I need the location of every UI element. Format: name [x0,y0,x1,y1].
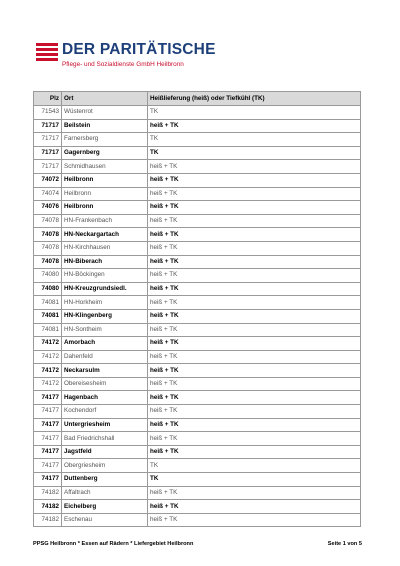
cell-lieferung: heiß + TK [148,432,361,446]
table-row [34,486,361,500]
table-row [34,350,361,364]
table-row [34,337,361,351]
cell-lieferung: heiß + TK [148,323,361,337]
cell-ort: Kochendorf [62,405,148,419]
cell-ort: Neckarsulm [62,364,148,378]
cell-plz: 74080 [34,269,62,283]
cell-ort: Wüstenrot [62,106,148,120]
cell-lieferung: heiß + TK [148,500,361,514]
cell-ort: HN-Biberach [62,255,148,269]
table-row [34,241,361,255]
cell-plz: 74177 [34,418,62,432]
table-row [34,282,361,296]
cell-ort: HN-Kreuzgrundsiedl. [62,282,148,296]
cell-lieferung: heiß + TK [148,445,361,459]
cell-ort: HN-Horkheim [62,296,148,310]
column-header-ort: Ort [62,92,148,106]
table-row [34,255,361,269]
table-row [34,106,361,120]
cell-lieferung: heiß + TK [148,282,361,296]
cell-lieferung: heiß + TK [148,255,361,269]
cell-lieferung: heiß + TK [148,119,361,133]
cell-lieferung: TK [148,459,361,473]
table-row [34,228,361,242]
cell-plz: 74078 [34,214,62,228]
footer-document-info: PPSG Heilbronn * Essen auf Rädern * Liefergebiet Heilbronn [33,541,194,547]
cell-lieferung: heiß + TK [148,241,361,255]
cell-ort: HN-Böckingen [62,269,148,283]
table-row [34,201,361,215]
cell-plz: 74182 [34,500,62,514]
table-row [34,187,361,201]
cell-lieferung: heiß + TK [148,377,361,391]
table-row [34,173,361,187]
table-row [34,513,361,527]
cell-lieferung: heiß + TK [148,350,361,364]
cell-plz: 74177 [34,473,62,487]
logo-mark-icon [36,41,58,63]
cell-lieferung: heiß + TK [148,418,361,432]
table-row [34,309,361,323]
cell-plz: 74182 [34,513,62,527]
cell-ort: Beilstein [62,119,148,133]
cell-ort: HN-Neckargartach [62,228,148,242]
table-row [34,500,361,514]
cell-ort: Heilbronn [62,201,148,215]
cell-plz: 74072 [34,173,62,187]
cell-plz: 71717 [34,146,62,160]
cell-lieferung: TK [148,146,361,160]
cell-lieferung: TK [148,133,361,147]
cell-plz: 74177 [34,432,62,446]
cell-plz: 71717 [34,133,62,147]
cell-plz: 74182 [34,486,62,500]
cell-plz: 74172 [34,337,62,351]
cell-plz: 71543 [34,106,62,120]
table-row [34,323,361,337]
cell-lieferung: TK [148,473,361,487]
cell-ort: Gagernberg [62,146,148,160]
cell-lieferung: heiß + TK [148,296,361,310]
cell-plz: 74172 [34,364,62,378]
cell-lieferung: heiß + TK [148,187,361,201]
table-row [34,418,361,432]
cell-ort: Farnersberg [62,133,148,147]
cell-ort: Jagstfeld [62,445,148,459]
cell-plz: 74172 [34,350,62,364]
cell-ort: Dahenfeld [62,350,148,364]
cell-plz: 74078 [34,255,62,269]
cell-lieferung: heiß + TK [148,269,361,283]
table-row [34,364,361,378]
cell-lieferung: heiß + TK [148,513,361,527]
footer-page-number: Seite 1 von 5 [327,541,362,547]
cell-plz: 74172 [34,377,62,391]
cell-ort: Heilbronn [62,173,148,187]
table-row [34,405,361,419]
cell-ort: HN-Frankenbach [62,214,148,228]
cell-ort: Heilbronn [62,187,148,201]
cell-lieferung: TK [148,106,361,120]
table-row [34,133,361,147]
cell-plz: 74076 [34,201,62,215]
cell-lieferung: heiß + TK [148,391,361,405]
cell-ort: Bad Friedrichshall [62,432,148,446]
paritaetische-logo [36,41,236,75]
cell-plz: 74081 [34,296,62,310]
cell-lieferung: heiß + TK [148,486,361,500]
cell-lieferung: heiß + TK [148,309,361,323]
cell-ort: HN-Klingenberg [62,309,148,323]
table-row [34,214,361,228]
cell-ort: Duttenberg [62,473,148,487]
cell-lieferung: heiß + TK [148,160,361,174]
cell-ort: Hagenbach [62,391,148,405]
cell-plz: 71717 [34,160,62,174]
cell-plz: 74177 [34,459,62,473]
cell-ort: Eschenau [62,513,148,527]
column-header-lieferung: Heißlieferung (heiß) oder Tiefkühl (TK) [148,92,361,106]
cell-plz: 71717 [34,119,62,133]
table-row [34,269,361,283]
cell-ort: Obereisesheim [62,377,148,391]
table-row [34,119,361,133]
cell-lieferung: heiß + TK [148,228,361,242]
cell-ort: HN-Sontheim [62,323,148,337]
column-header-plz: Plz [34,92,62,106]
table-row [34,160,361,174]
cell-ort: Affaltrach [62,486,148,500]
cell-ort: Eichelberg [62,500,148,514]
cell-lieferung: heiß + TK [148,201,361,215]
cell-plz: 74078 [34,228,62,242]
table-row [34,146,361,160]
cell-lieferung: heiß + TK [148,405,361,419]
cell-lieferung: heiß + TK [148,214,361,228]
table-row [34,296,361,310]
cell-plz: 74177 [34,445,62,459]
cell-lieferung: heiß + TK [148,337,361,351]
cell-ort: Obergriesheim [62,459,148,473]
cell-plz: 74177 [34,391,62,405]
table-row [34,432,361,446]
table-row [34,391,361,405]
logo-title: DER PARITÄTISCHE [62,41,216,58]
cell-plz: 74078 [34,241,62,255]
cell-ort: Schmidhausen [62,160,148,174]
table-row [34,459,361,473]
cell-lieferung: heiß + TK [148,173,361,187]
cell-plz: 74177 [34,405,62,419]
cell-ort: Untergriesheim [62,418,148,432]
table-row [34,445,361,459]
delivery-area-table [33,91,361,527]
cell-plz: 74081 [34,309,62,323]
table-header-row [34,92,361,106]
cell-lieferung: heiß + TK [148,364,361,378]
cell-plz: 74080 [34,282,62,296]
table-row [34,377,361,391]
table-row [34,473,361,487]
logo-subtitle: Pflege- und Sozialdienste GmbH Heilbronn [62,61,184,68]
cell-plz: 74081 [34,323,62,337]
cell-ort: HN-Kirchhausen [62,241,148,255]
cell-ort: Amorbach [62,337,148,351]
cell-plz: 74074 [34,187,62,201]
